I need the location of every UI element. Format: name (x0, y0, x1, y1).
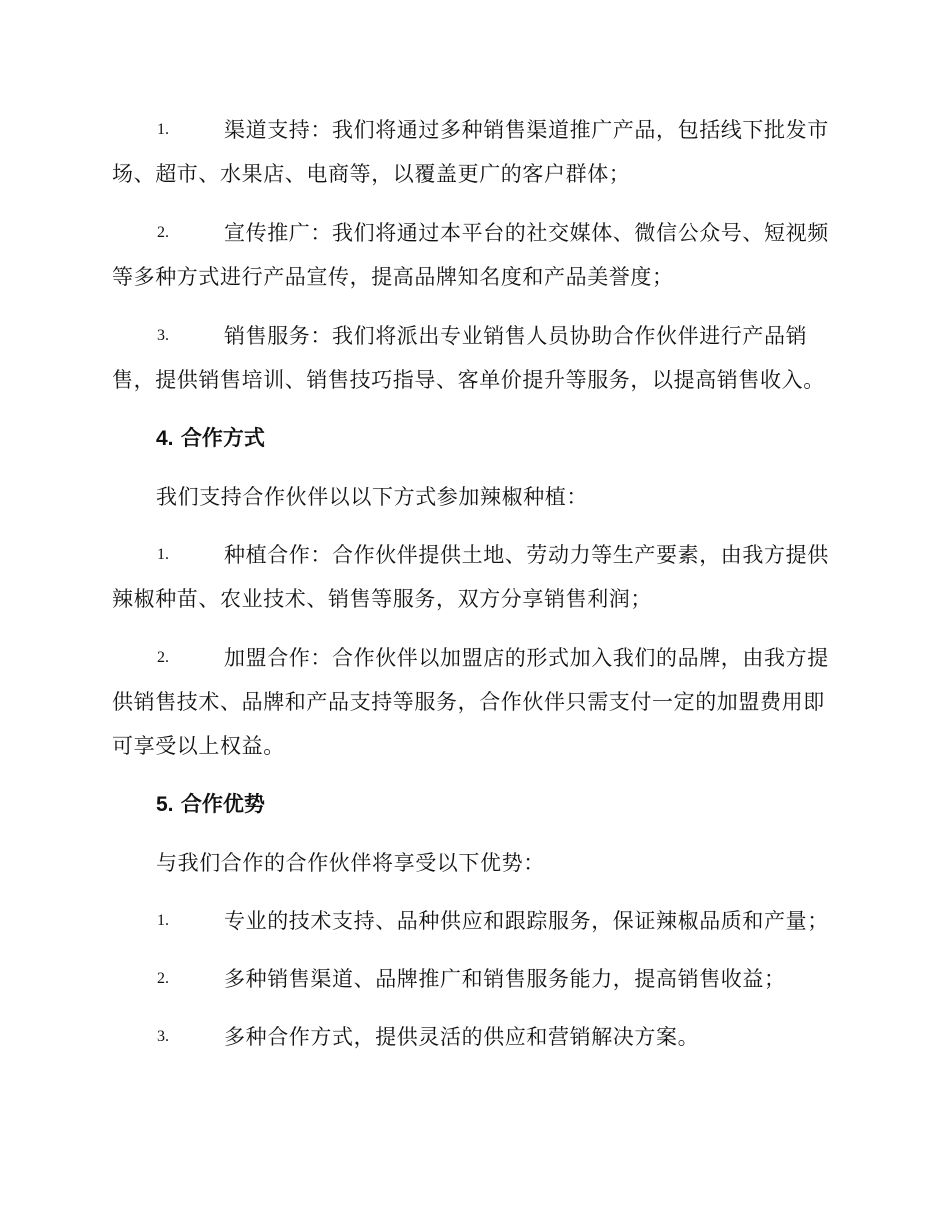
list-text: 宣传推广：我们将通过本平台的社交媒体、微信公众号、短视频等多种方式进行产品宣传，提高品牌知名度和产品美誉度； (112, 221, 829, 289)
list-item (112, 533, 838, 621)
section-heading-cooperation-advantages (112, 782, 838, 827)
section-heading-cooperation-methods (112, 416, 838, 461)
list-number: 1. (157, 546, 169, 563)
list-text: 种植合作：合作伙伴提供土地、劳动力等生产要素，由我方提供辣椒种苗、农业技术、销售等服务，双方分享销售利润； (112, 543, 829, 611)
list-item (112, 899, 838, 943)
list-number: 2. (157, 649, 169, 666)
list-text: 销售服务：我们将派出专业销售人员协助合作伙伴进行产品销售，提供销售培训、销售技巧指导、客单价提升等服务，以提高销售收入。 (112, 324, 825, 392)
list-text: 多种销售渠道、品牌推广和销售服务能力，提高销售收益； (224, 967, 786, 991)
heading-number: 5. (156, 793, 174, 816)
list-text: 多种合作方式，提供灵活的供应和营销解决方案。 (224, 1025, 700, 1049)
section-intro: 我们支持合作伙伴以以下方式参加辣椒种植： (156, 485, 588, 509)
section-intro: 与我们合作的合作伙伴将享受以下优势： (156, 851, 545, 875)
list-number: 2. (157, 970, 169, 987)
list-number: 1. (157, 912, 169, 929)
list-number: 3. (157, 327, 169, 344)
list-number: 2. (157, 224, 169, 241)
list-text: 专业的技术支持、品种供应和跟踪服务，保证辣椒品质和产量； (224, 909, 829, 933)
list-item (112, 636, 838, 768)
heading-number: 4. (156, 427, 174, 450)
list-number: 1. (157, 121, 169, 138)
list-text: 加盟合作：合作伙伴以加盟店的形式加入我们的品牌，由我方提供销售技术、品牌和产品支持等服务，合作伙伴只需支付一定的加盟费用即可享受以上权益。 (112, 646, 829, 758)
list-item (112, 957, 838, 1001)
list-item (112, 211, 838, 299)
list-number: 3. (157, 1028, 169, 1045)
list-text: 渠道支持：我们将通过多种销售渠道推广产品，包括线下批发市场、超市、水果店、电商等，以覆盖更广的客户群体； (112, 118, 829, 186)
list-item (112, 314, 838, 402)
list-item (112, 108, 838, 196)
heading-text: 合作优势 (180, 792, 265, 816)
list-item (112, 1015, 838, 1059)
document-page (112, 108, 838, 1059)
heading-text: 合作方式 (180, 426, 265, 450)
